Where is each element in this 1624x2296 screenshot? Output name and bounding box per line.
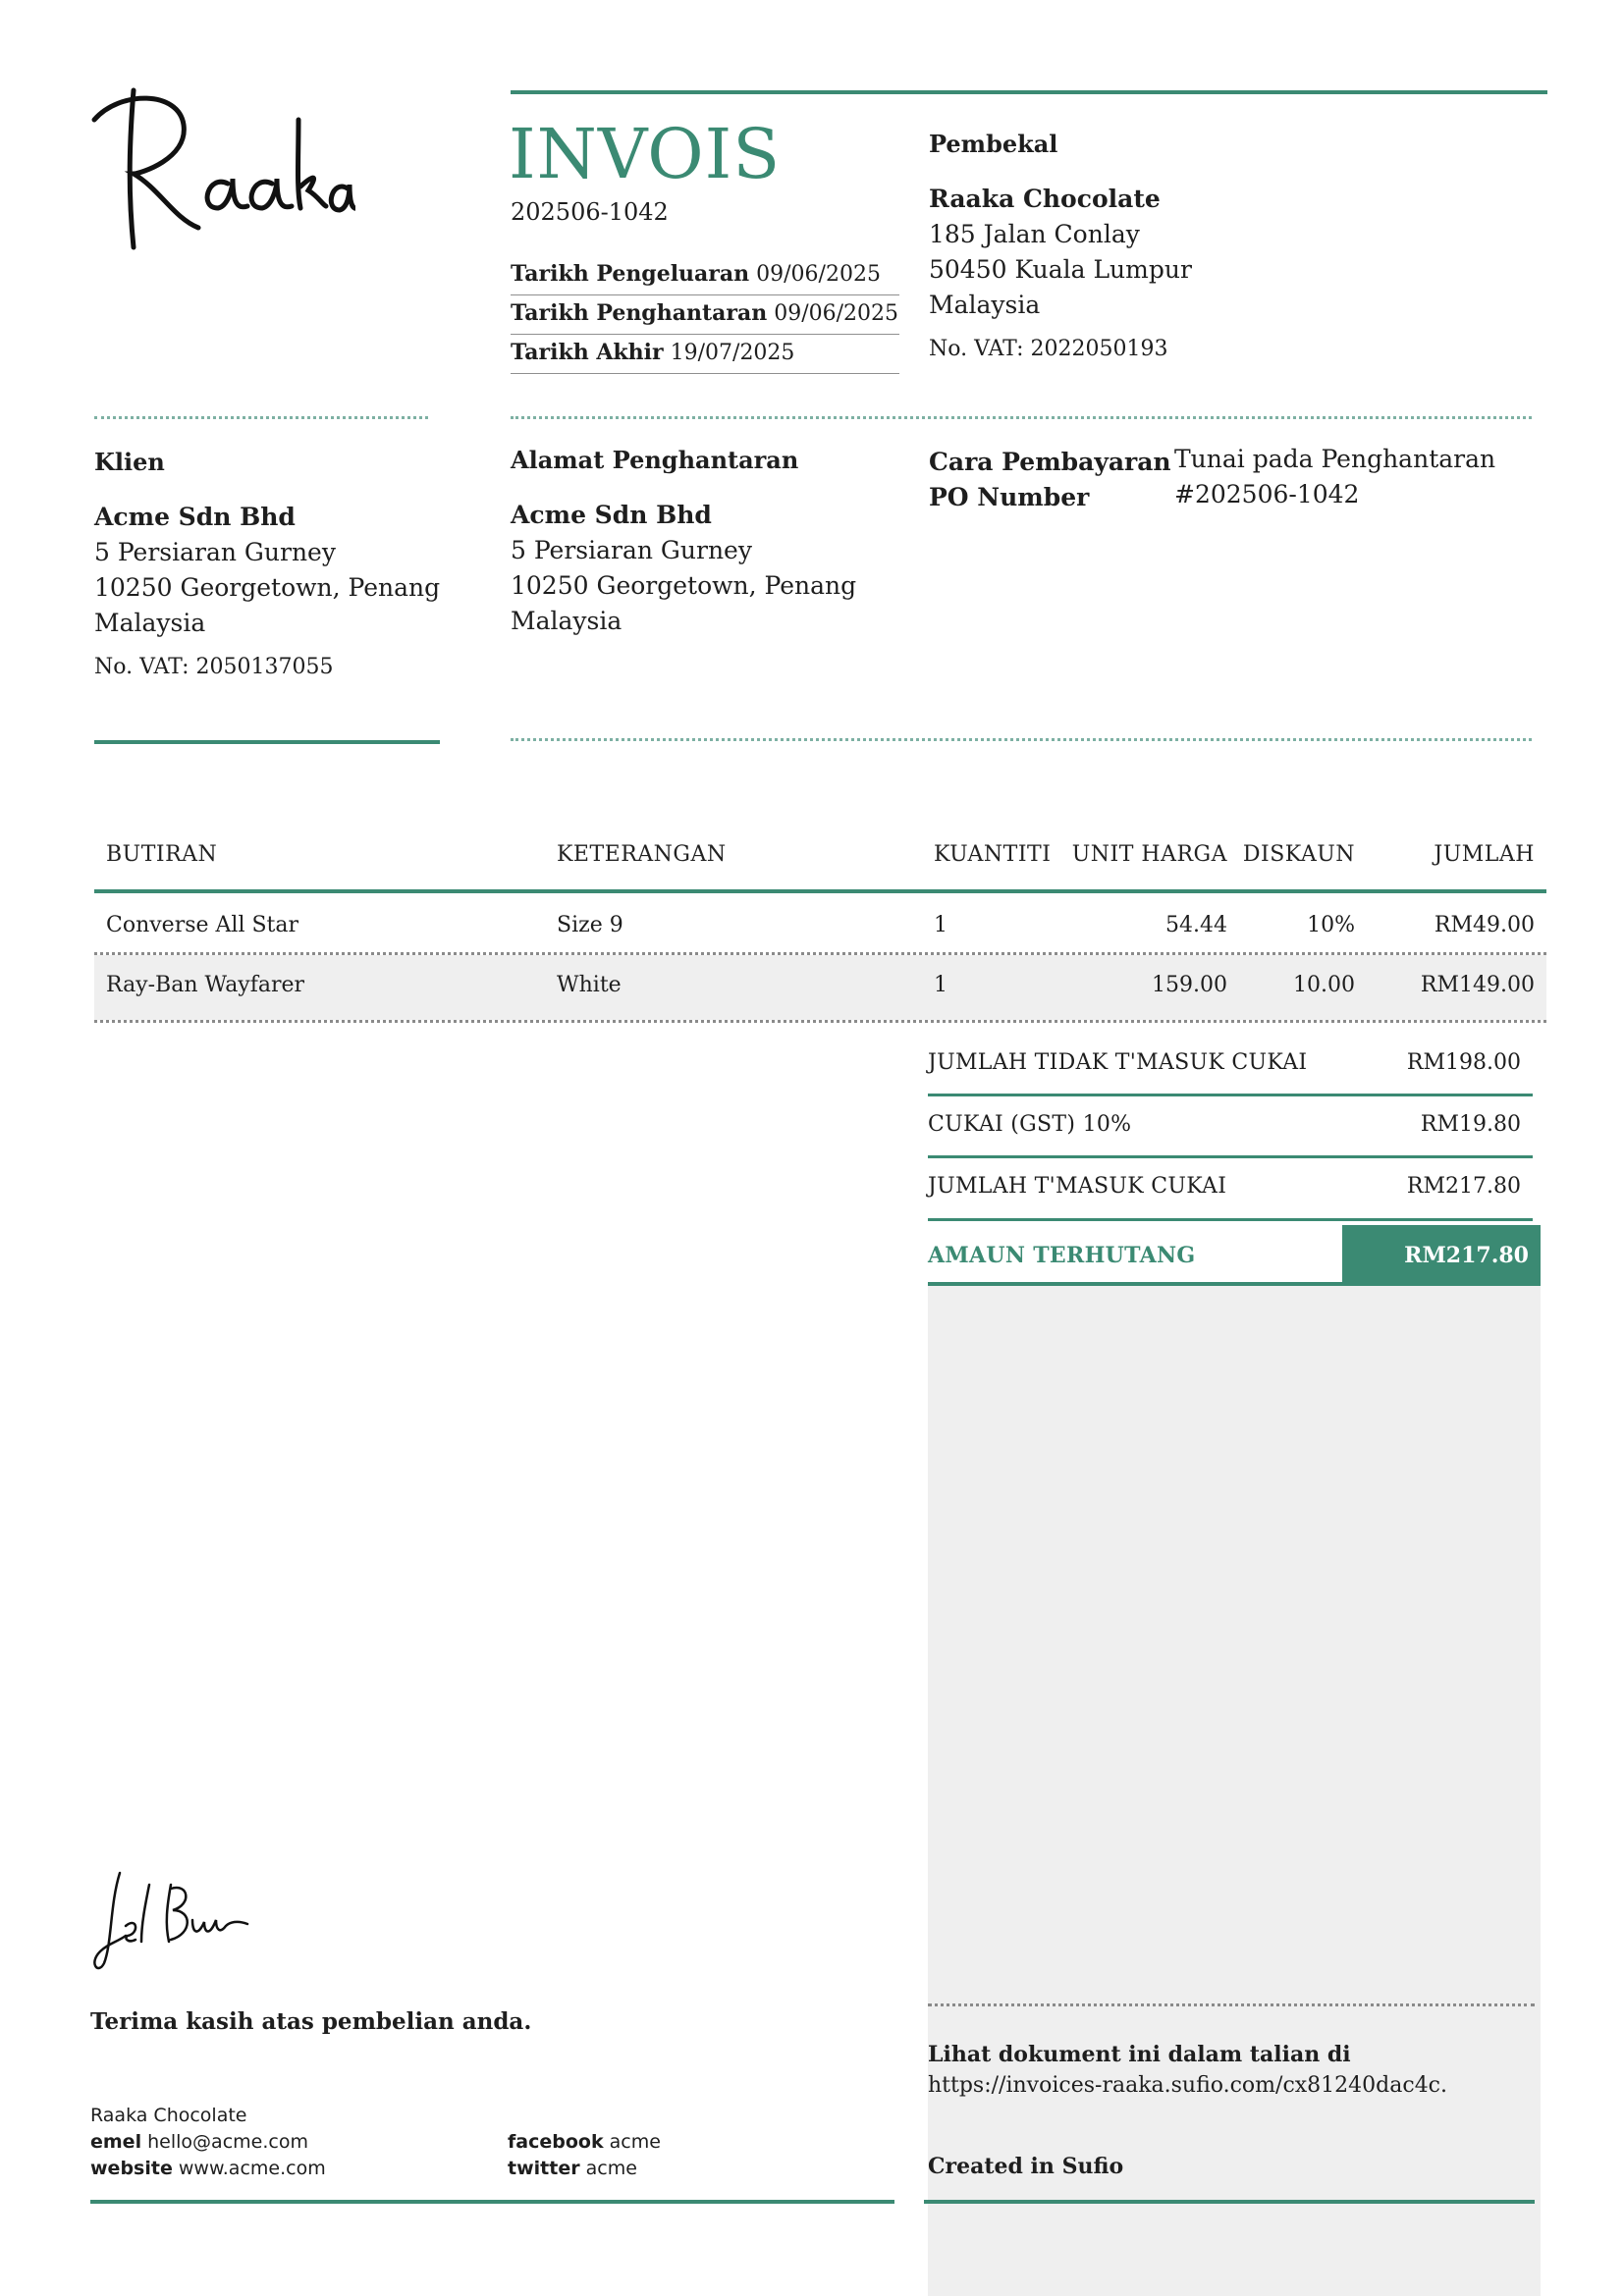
footer-email-label: emel: [90, 2131, 142, 2153]
footer-website-value: www.acme.com: [178, 2158, 326, 2179]
header-top-rule: [511, 90, 1547, 94]
payment-method-value: Tunai pada Penghantaran: [1174, 445, 1496, 473]
shipping-name: Acme Sdn Bhd: [511, 501, 712, 529]
row-unit-price: 159.00: [1152, 973, 1227, 997]
amount-due-value-box: [1342, 1225, 1541, 1286]
column-header-description: KETERANGAN: [557, 842, 727, 867]
row-description: White: [557, 973, 622, 997]
supplier-heading: Pembekal: [929, 130, 1058, 158]
tax-row: [928, 1096, 1533, 1158]
footer-twitter-value: acme: [585, 2158, 637, 2179]
divider-dotted: [511, 416, 1532, 419]
invoice-title: INVOIS: [509, 114, 782, 194]
table-row: [94, 955, 1546, 1020]
po-number-label: PO Number: [929, 483, 1090, 511]
amount-due-bottom-rule: [928, 1282, 1541, 1286]
shipping-block: [511, 446, 903, 639]
client-name: Acme Sdn Bhd: [94, 503, 296, 531]
footer-facebook: [508, 2131, 661, 2153]
column-header-item: BUTIRAN: [106, 842, 218, 867]
table-row: [94, 893, 1546, 960]
shipping-address-line: 10250 Georgetown, Penang: [511, 571, 857, 600]
column-header-quantity: KUANTITI: [934, 842, 1052, 867]
supplier-address-line: 50450 Kuala Lumpur: [929, 255, 1192, 284]
divider-dotted: [94, 416, 428, 419]
signature-image: [90, 1865, 257, 1983]
row-divider-dotted: [94, 1020, 1546, 1023]
issue-date-value: 09/06/2025: [756, 262, 881, 287]
row-quantity: 1: [934, 973, 947, 997]
footer-website: [90, 2158, 326, 2179]
delivery-date-value: 09/06/2025: [774, 301, 899, 326]
row-unit-price: 54.44: [1165, 913, 1227, 937]
tax-label: CUKAI (GST) 10%: [928, 1112, 1132, 1137]
tax-value: RM19.80: [1420, 1112, 1521, 1137]
raaka-logo: [90, 80, 355, 267]
supplier-vat: No. VAT: 2022050193: [929, 337, 1168, 361]
summary-panel-background: [928, 1286, 1541, 2296]
client-block: [94, 448, 487, 679]
issue-date-label: Tarikh Pengeluaran: [511, 261, 750, 287]
footer-twitter-label: twitter: [508, 2158, 580, 2179]
client-address-line: Malaysia: [94, 609, 206, 637]
shipping-address-line: 5 Persiaran Gurney: [511, 536, 752, 564]
client-address-line: 10250 Georgetown, Penang: [94, 573, 441, 602]
po-number-value: #202506-1042: [1174, 480, 1360, 508]
row-discount: 10.00: [1293, 973, 1355, 997]
thank-you-message: Terima kasih atas pembelian anda.: [90, 2008, 532, 2035]
supplier-block: [929, 130, 1518, 361]
footer-right-rule: [924, 2200, 1535, 2204]
row-discount: 10%: [1307, 913, 1355, 937]
row-description: Size 9: [557, 913, 623, 937]
subtotal-label: JUMLAH TIDAK T'MASUK CUKAI: [928, 1050, 1308, 1075]
invoice-number: 202506-1042: [511, 198, 669, 226]
client-vat: No. VAT: 2050137055: [94, 655, 334, 679]
total-incl-tax-label: JUMLAH T'MASUK CUKAI: [928, 1174, 1227, 1199]
delivery-date-row: [511, 296, 899, 335]
subtotal-row: [928, 1035, 1533, 1096]
footer-twitter: [508, 2158, 637, 2179]
supplier-address-line: 185 Jalan Conlay: [929, 220, 1140, 248]
footer-company: Raaka Chocolate: [90, 2105, 247, 2126]
client-heading: Klien: [94, 448, 165, 476]
row-total: RM149.00: [1420, 973, 1535, 997]
row-quantity: 1: [934, 913, 947, 937]
row-item: Converse All Star: [106, 913, 299, 937]
footer-website-label: website: [90, 2158, 173, 2179]
column-header-discount: DISKAUN: [1242, 842, 1355, 867]
divider-dotted: [928, 2003, 1535, 2006]
supplier-address-line: Malaysia: [929, 291, 1041, 319]
client-bottom-rule: [94, 740, 440, 744]
client-address-line: 5 Persiaran Gurney: [94, 538, 336, 566]
column-header-unit-price: UNIT HARGA: [1071, 842, 1227, 867]
due-date-row: [511, 336, 899, 374]
column-header-total: JUMLAH: [1434, 842, 1535, 867]
divider-dotted: [511, 738, 1532, 741]
footer-email: [90, 2131, 308, 2153]
row-total: RM49.00: [1434, 913, 1535, 937]
footer-email-value: hello@acme.com: [147, 2131, 308, 2153]
shipping-heading: Alamat Penghantaran: [511, 446, 799, 474]
row-item: Ray-Ban Wayfarer: [106, 973, 305, 997]
due-date-label: Tarikh Akhir: [511, 340, 664, 365]
shipping-address-line: Malaysia: [511, 607, 623, 635]
footer-facebook-value: acme: [609, 2131, 661, 2153]
created-in-sufio: Created in Sufio: [928, 2154, 1124, 2179]
amount-due-label: AMAUN TERHUTANG: [928, 1243, 1196, 1268]
total-incl-tax-value: RM217.80: [1406, 1174, 1521, 1199]
amount-due-value: RM217.80: [1404, 1243, 1529, 1268]
delivery-date-label: Tarikh Penghantaran: [511, 300, 768, 326]
amount-due-row: [928, 1225, 1541, 1286]
total-incl-tax-row: [928, 1158, 1533, 1221]
online-view-heading: Lihat dokument ini dalam talian di: [928, 2042, 1351, 2067]
subtotal-value: RM198.00: [1406, 1050, 1521, 1075]
supplier-name: Raaka Chocolate: [929, 185, 1161, 213]
issue-date-row: [511, 257, 899, 295]
footer-facebook-label: facebook: [508, 2131, 604, 2153]
due-date-value: 19/07/2025: [670, 341, 795, 365]
payment-method-label: Cara Pembayaran: [929, 448, 1171, 476]
footer-left-rule: [90, 2200, 894, 2204]
online-view-link[interactable]: https://invoices-raaka.sufio.com/cx81240dac4c.: [928, 2073, 1447, 2098]
